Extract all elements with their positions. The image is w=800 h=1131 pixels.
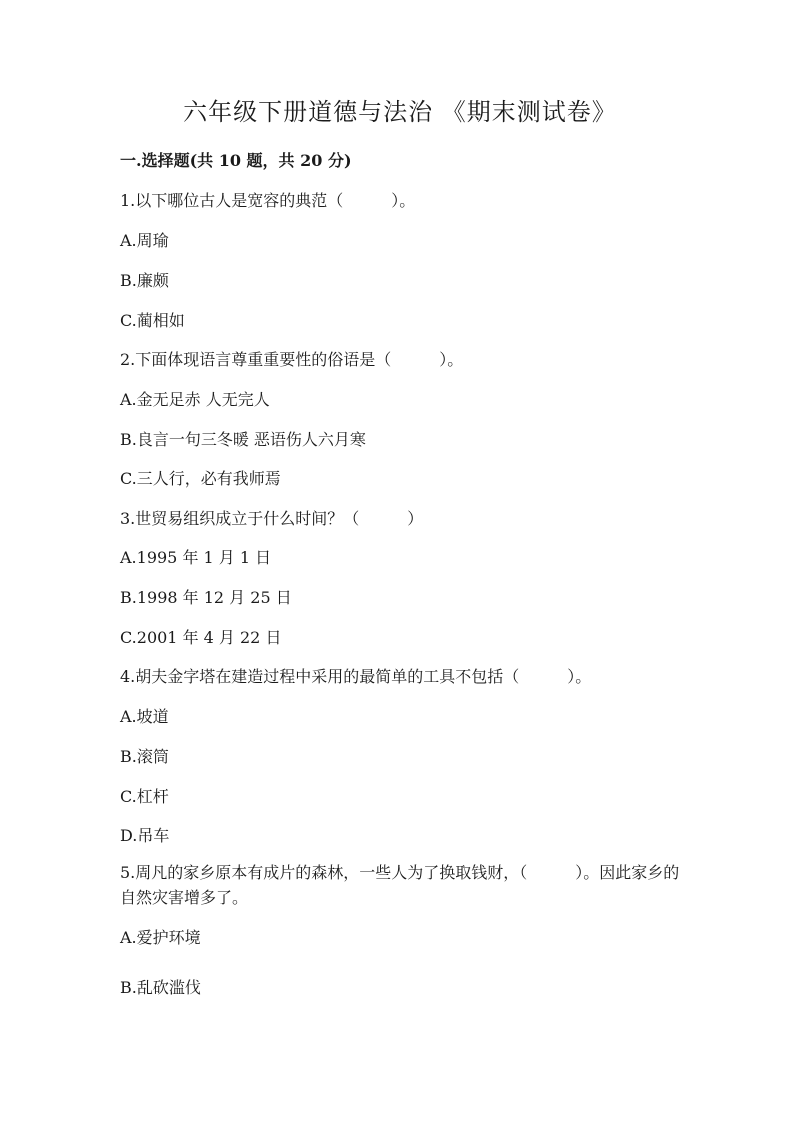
question-4-option-b: B.滚筒: [120, 747, 169, 766]
question-3-option-b: B.1998 年 12 月 25 日: [120, 588, 292, 607]
question-4-option-a: A.坡道: [120, 707, 169, 726]
question-5-option-a: A.爱护环境: [120, 928, 201, 947]
question-5-stem: 5.周凡的家乡原本有成片的森林，一些人为了换取钱财，（ ）。因此家乡的自然灾害增多了。: [120, 863, 680, 907]
question-2-option-a: A.金无足赤 人无完人: [120, 390, 270, 409]
question-2-stem: 2.下面体现语言尊重重要性的俗语是（ ）。: [120, 350, 464, 369]
question-4-option-c: C.杠杆: [120, 787, 169, 806]
question-1-option-c: C.蔺相如: [120, 311, 185, 330]
question-1-option-b: B.廉颇: [120, 271, 169, 290]
question-3-option-a: A.1995 年 1 月 1 日: [120, 548, 272, 567]
question-5-option-b: B.乱砍滥伐: [120, 978, 201, 997]
question-4-option-d: D.吊车: [120, 826, 170, 845]
question-3-stem: 3.世贸易组织成立于什么时间？（ ）: [120, 509, 424, 528]
question-2-option-c: C.三人行，必有我师焉: [120, 469, 281, 488]
page-title: 六年级下册道德与法治 《期末测试卷》: [183, 98, 617, 126]
section-heading: 一.选择题(共 10 题，共 20 分): [120, 151, 352, 170]
question-1-option-a: A.周瑜: [120, 231, 169, 250]
question-3-option-c: C.2001 年 4 月 22 日: [120, 628, 282, 647]
question-2-option-b: B.良言一句三冬暖 恶语伤人六月寒: [120, 430, 366, 449]
question-4-stem: 4.胡夫金字塔在建造过程中采用的最简单的工具不包括（ ）。: [120, 667, 592, 686]
question-1-stem: 1.以下哪位古人是宽容的典范（ ）。: [120, 191, 416, 210]
